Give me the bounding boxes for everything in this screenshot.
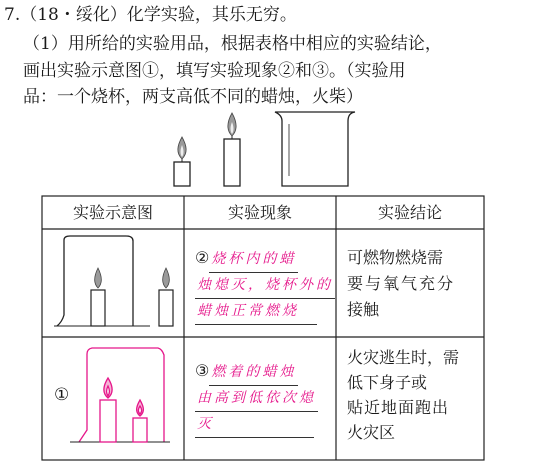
- phenomenon-number: ②: [195, 248, 210, 267]
- answer-diagram-pink: [70, 348, 170, 442]
- conclusion-line: 贴近地面跑出: [347, 398, 450, 417]
- tall-candle-icon: [224, 113, 240, 186]
- phenomenon-2-line2: [195, 271, 335, 299]
- phenomenon-3-line1: [195, 358, 298, 386]
- question-text-line: 画出实验示意图①，填写实验现象②和③。（实验用: [23, 61, 406, 81]
- phenomenon-number: ③: [195, 361, 210, 380]
- phenomenon-2-line3: [195, 297, 317, 325]
- answer-text: 蜡烛正常燃烧: [195, 298, 317, 325]
- question-text-line: （1）用所给的实验用品，根据表格中相应的实验结论，: [23, 34, 442, 54]
- answer-text: 燃着的蜡烛: [209, 359, 298, 386]
- conclusion-line: 可燃物燃烧需: [347, 248, 444, 267]
- conclusion-line: 低下身子或: [347, 373, 428, 392]
- question-text-line: 品：一个烧杯，两支高低不同的蜡烛，火柴）: [23, 87, 363, 107]
- short-candle-icon: [174, 137, 190, 186]
- conclusion-line: 火灾区: [347, 423, 396, 442]
- answer-text: 由高到低依次熄: [195, 385, 318, 412]
- diagram-number: ①: [54, 385, 70, 405]
- table-header-phenomenon: 实验现象: [227, 203, 292, 222]
- answer-text: 烛熄灭，烧杯外的: [195, 272, 335, 299]
- table-header-conclusion: 实验结论: [377, 203, 442, 222]
- beaker-icon: [275, 112, 355, 186]
- inverted-beaker-diagram: [54, 236, 173, 326]
- conclusion-line: 要与氧气充分: [347, 274, 456, 293]
- phenomenon-3-line2: [195, 384, 318, 412]
- conclusion-line: 火灾逃生时，需: [347, 348, 460, 367]
- question-title: 7.（18・绥化）化学实验，其乐无穷。: [4, 5, 297, 25]
- conclusion-line: 接触: [347, 300, 380, 319]
- table-header-diagram: 实验示意图: [72, 203, 153, 222]
- answer-text: 灭: [195, 411, 314, 438]
- phenomenon-3-line3: [195, 410, 314, 438]
- answer-text: 烧杯内的蜡: [209, 246, 298, 273]
- phenomenon-2-line1: [195, 245, 298, 273]
